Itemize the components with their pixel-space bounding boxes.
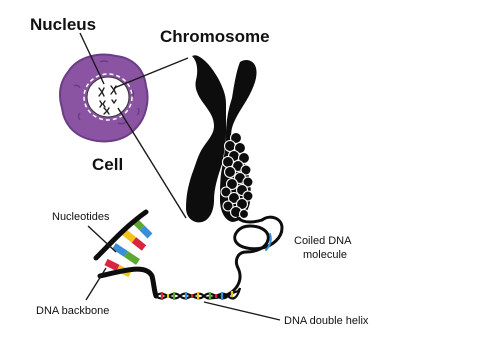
- coiled-dna-molecule: [208, 217, 282, 298]
- nucleotide-green: [126, 254, 138, 262]
- nucleotide-red-2: [134, 240, 144, 248]
- label-nucleotides: Nucleotides: [52, 211, 110, 223]
- chromosome-illustration: [186, 55, 257, 222]
- label-cell: Cell: [92, 155, 124, 174]
- nucleotide-red: [106, 262, 118, 268]
- nucleotide-blue: [114, 246, 126, 254]
- cell-illustration: [60, 55, 148, 142]
- nucleus: [87, 77, 129, 117]
- nucleotide-blue-2: [142, 228, 150, 236]
- dna-double-helix-leader-line: [204, 302, 280, 320]
- dna-backbone-leader-line: [86, 268, 106, 300]
- label-coiled-dna-line2: molecule: [303, 249, 348, 261]
- dna-ladder: [96, 212, 156, 296]
- zoom-line-bottom: [118, 108, 186, 218]
- label-dna-backbone: DNA backbone: [36, 305, 110, 317]
- chromosome-left-arm: [186, 55, 226, 222]
- label-chromosome: Chromosome: [160, 27, 270, 46]
- label-coiled-dna-line1: Coiled DNA: [294, 235, 352, 247]
- label-nucleus: Nucleus: [30, 15, 97, 34]
- nucleotide-yellow-2: [124, 232, 134, 240]
- label-dna-double-helix: DNA double helix: [284, 315, 369, 327]
